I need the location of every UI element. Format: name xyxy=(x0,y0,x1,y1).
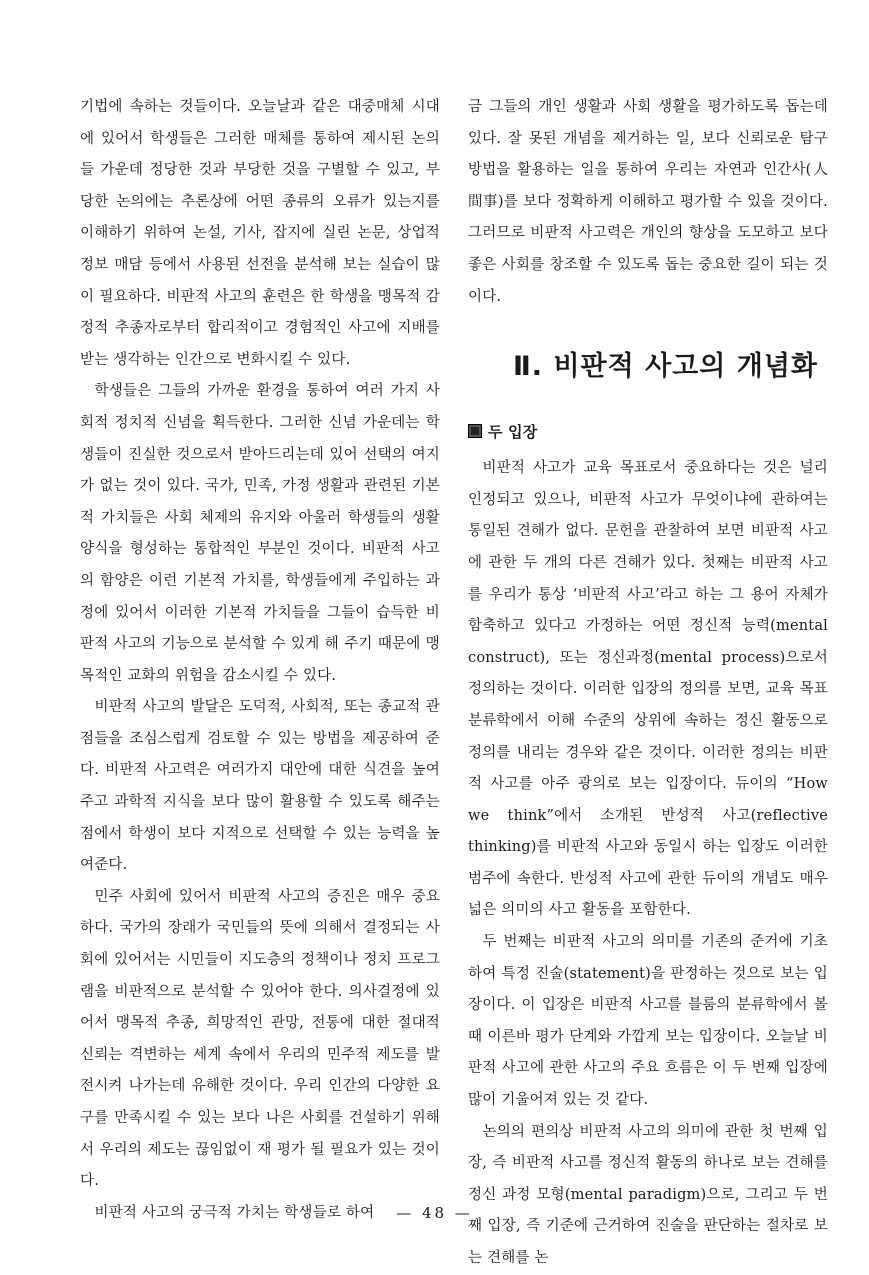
sub-heading xyxy=(468,417,828,447)
body-paragraph: 민주 사회에 있어서 비판적 사고의 증진은 매우 중요하다. 국가의 장래가 국민들의 뜻에 의해서 결정되는 사회에 있어서는 시민들이 지도층의 정책이나 정치 프로그램을 비판적으로 분석할 수 있어야 한다. 의사결정에 있어서 맹목적 추종, 희망적인 관망, 전통에 대한 절대적 신뢰는 격변하는 세계 속에서 우리의 민주적 제도를 발전시켜 나가는데 유해한 것이다. 우리 인간의 다양한 요구를 만족시킬 수 있는 보다 나은 사회를 건설하기 위해서 우리의 제도는 끊임없이 재 평가 될 필요가 있는 것이다. xyxy=(80,888,440,1190)
square-bullet-icon xyxy=(468,424,482,438)
page-number: — 48 — xyxy=(396,1204,473,1222)
section-heading: Ⅱ. 비판적 사고의 개념화 xyxy=(513,351,818,383)
body-paragraph: 비판적 사고가 교육 목표로서 중요하다는 것은 널리 인정되고 있으나, 비판적 사고가 무엇이냐에 관하여는 통일된 견해가 없다. 문헌을 관찰하여 보면 비판적 사고에 관한 두 개의 다른 견해가 있다. 첫째는 비판적 사고를 우리가 통상 ‘비판적 사고’라고 하는 그 용어 자체가 함축하고 있다고 가정하는 어떤 정신적 능력(mental construct), 또는 정신과정(mental process)으로서 정의하는 것이다. 이러한 입장의 정의를 보면, 교육 목표 분류학에서 이해 수준의 상위에 속하는 정신 활동으로 정의를 내리는 경우와 같은 것이다. 이러한 정의는 비판적 사고를 아주 광의로 보는 입장이다. 듀이의 “How we think”에서 소개된 반성적 사고(reflective thinking)를 비판적 사고와 동일시 하는 입장도 이러한 범주에 속한다. 반성적 사고에 관한 듀이의 개념도 매우 넓은 의미의 사고 활동을 포함한다. xyxy=(468,460,828,919)
body-paragraph: 기법에 속하는 것들이다. 오늘날과 같은 대중매체 시대에 있어서 학생들은 그러한 매체를 통하여 제시된 논의들 가운데 정당한 것과 부당한 것을 구별할 수 있고, 부당한 논의에는 추론상에 어떤 종류의 오류가 있는지를 이해하기 위하여 논설, 기사, 잡지에 실린 논문, 상업적 정보 매담 등에서 사용된 선전을 분석해 보는 실습이 많이 필요하다. 비판적 사고의 훈련은 한 학생을 맹목적 감정적 추종자로부터 합리적이고 경험적인 사고에 지배를 받는 생각하는 인간으로 변화시킬 수 있다. xyxy=(80,99,440,368)
body-paragraph: 두 번째는 비판적 사고의 의미를 기존의 준거에 기초하여 특정 진술(statement)을 판정하는 것으로 보는 입장이다. 이 입장은 비판적 사고를 블룸의 분류학에서 볼 때 이른바 평가 단계와 가깝게 보는 입장이다. 오늘날 비판적 사고에 관한 사고의 주요 흐름은 이 두 번째 입장에 많이 기울어져 있는 것 같다. xyxy=(468,934,828,1109)
body-paragraph: 금 그들의 개인 생활과 사회 생활을 평가하도록 돕는데 있다. 잘 못된 개념을 제거하는 일, 보다 신뢰로운 탐구 방법을 활용하는 일을 통하여 우리는 자연과 인간사(人間事)를 보다 정확하게 이해하고 평가할 수 있을 것이다. 그러므로 비판적 사고력은 개인의 향상을 도모하고 보다 좋은 사회를 창조할 수 있도록 돕는 중요한 길이 되는 것이다. xyxy=(468,99,828,305)
body-paragraph: 논의의 편의상 비판적 사고의 의미에 관한 첫 번째 입장, 즉 비판적 사고를 정신적 활동의 하나로 보는 견해를 정신 과정 모형(mental paradigm)으로, 그리고 두 번째 입장, 즉 기준에 근거하여 진술을 판단하는 절차로 보는 견해를 논 xyxy=(468,1123,828,1266)
sub-heading-label: 두 입장 xyxy=(488,423,538,442)
body-paragraph: 학생들은 그들의 가까운 환경을 통하여 여러 가지 사회적 정치적 신념을 획득한다. 그러한 신념 가운데는 학생들이 진실한 것으로서 받아드리는데 있어 선택의 여지가 없는 것이 있다. 국가, 민족, 가정 생활과 관련된 기본적 가치들은 사회 체제의 유지와 아울러 학생들의 생활 양식을 형성하는 통합적인 부분인 것이다. 비판적 사고의 함양은 이런 기본적 가치를, 학생들에게 주입하는 과정에 있어서 이러한 기본적 가치들을 그들이 습득한 비판적 사고의 기능으로 분석할 수 있게 해 주기 때문에 맹목적인 교화의 위험을 감소시킬 수 있다. xyxy=(80,383,440,684)
left-column xyxy=(80,92,440,1229)
body-paragraph: 비판적 사고의 궁극적 가치는 학생들로 하여 xyxy=(94,1204,375,1221)
right-column xyxy=(468,92,828,1275)
body-paragraph: 비판적 사고의 발달은 도덕적, 사회적, 또는 종교적 관점들을 조심스럽게 검토할 수 있는 방법을 제공하여 준다. 비판적 사고력은 여러가지 대안에 대한 식견을 높여주고 과학적 지식을 보다 많이 활용할 수 있도록 해주는 점에서 학생이 보다 지적으로 선택할 수 있는 능력을 높여준다. xyxy=(80,699,440,874)
